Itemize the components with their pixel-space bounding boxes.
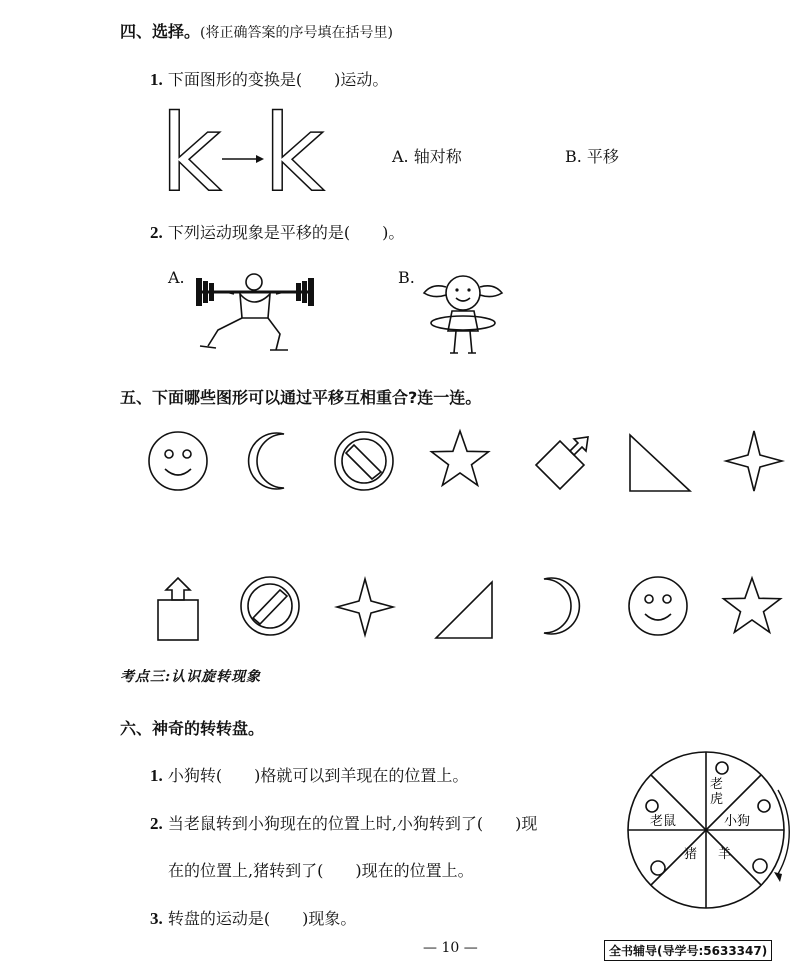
question-4-2 xyxy=(150,220,404,243)
option-4-2-b-label: B. xyxy=(398,268,415,287)
option-4-2-a-label: A. xyxy=(168,268,185,287)
question-6-2 xyxy=(150,811,537,834)
wheel-label-tiger-1: 老 xyxy=(710,777,724,792)
section-4-title: 四、选择。 xyxy=(120,22,201,41)
question-text: 下面图形的变换是( )运动。 xyxy=(167,70,389,89)
rotation-arrowhead-icon xyxy=(774,872,782,882)
page-number: — 10 — xyxy=(423,940,478,956)
crescent-moon-shape[interactable] xyxy=(544,578,579,634)
question-number: 1. xyxy=(150,70,163,89)
question-text: 当老鼠转到小狗现在的位置上时,小狗转到了( )现 xyxy=(167,814,538,833)
no-symbol-circle-shape[interactable] xyxy=(335,432,393,490)
option-4-1-b: B. 平移 xyxy=(565,147,619,166)
sheep-icon xyxy=(753,859,767,873)
pig-icon xyxy=(651,861,665,875)
square-with-arrow-shape[interactable] xyxy=(158,578,198,640)
question-6-2-continued: 在的位置上,猪转到了( )现在的位置上。 xyxy=(168,861,474,880)
outlined-letter-k-left: k xyxy=(160,92,222,215)
option-4-1-a: A. 轴对称 xyxy=(392,147,462,166)
weightlifter-illustration xyxy=(190,268,330,358)
section-6-title: 六、神奇的转转盘。 xyxy=(120,719,265,738)
mouse-icon xyxy=(646,800,658,812)
wheel-label-mouse: 老鼠 xyxy=(650,814,677,829)
tiger-icon xyxy=(716,762,728,774)
wheel-label-pig: 猪 xyxy=(684,847,698,862)
smiley-face-shape[interactable] xyxy=(629,577,687,635)
wheel-label-sheep: 羊 xyxy=(718,847,732,862)
question-number: 2. xyxy=(150,223,163,242)
wheel-label-dog: 小狗 xyxy=(724,814,751,829)
section-4-note: (将正确答案的序号填在括号里) xyxy=(200,25,393,41)
section-4-heading xyxy=(120,19,393,42)
five-point-star-shape[interactable] xyxy=(724,578,781,632)
right-triangle-shape[interactable] xyxy=(630,435,690,491)
four-point-star-shape[interactable] xyxy=(726,431,782,491)
k-translation-figure xyxy=(160,92,325,215)
crescent-moon-shape[interactable] xyxy=(249,433,284,489)
question-4-1 xyxy=(150,67,388,90)
question-6-3 xyxy=(150,906,356,929)
question-text: 转盘的运动是( )现象。 xyxy=(167,909,357,928)
bottom-shapes-row xyxy=(0,572,800,647)
question-number: 3. xyxy=(150,909,163,928)
outlined-letter-k-right: k xyxy=(263,92,325,215)
no-symbol-circle-shape[interactable] xyxy=(241,577,299,635)
smiley-face-shape[interactable] xyxy=(149,432,207,490)
wheel-label-tiger-2: 虎 xyxy=(710,792,724,807)
dog-icon xyxy=(758,800,770,812)
footer-guide-box: 全书辅导(导学号:5633347) xyxy=(604,940,772,961)
question-text: 下列运动现象是平移的是( )。 xyxy=(167,223,405,242)
right-triangle-shape[interactable] xyxy=(436,582,492,638)
four-point-star-shape[interactable] xyxy=(337,579,393,635)
diamond-with-arrow-shape[interactable] xyxy=(536,437,588,489)
top-shapes-row xyxy=(0,425,800,505)
girl-hula-hoop-illustration xyxy=(418,265,508,357)
question-number: 2. xyxy=(150,814,163,833)
question-number: 1. xyxy=(150,766,163,785)
section-5-title: 五、下面哪些图形可以通过平移互相重合?连一连。 xyxy=(120,388,482,407)
kaodian-label: 考点三:认识旋转现象 xyxy=(120,669,262,685)
five-point-star-shape[interactable] xyxy=(432,431,489,485)
question-6-1 xyxy=(150,763,468,786)
spinning-wheel xyxy=(622,744,797,919)
question-text: 小狗转( )格就可以到羊现在的位置上。 xyxy=(167,766,469,785)
